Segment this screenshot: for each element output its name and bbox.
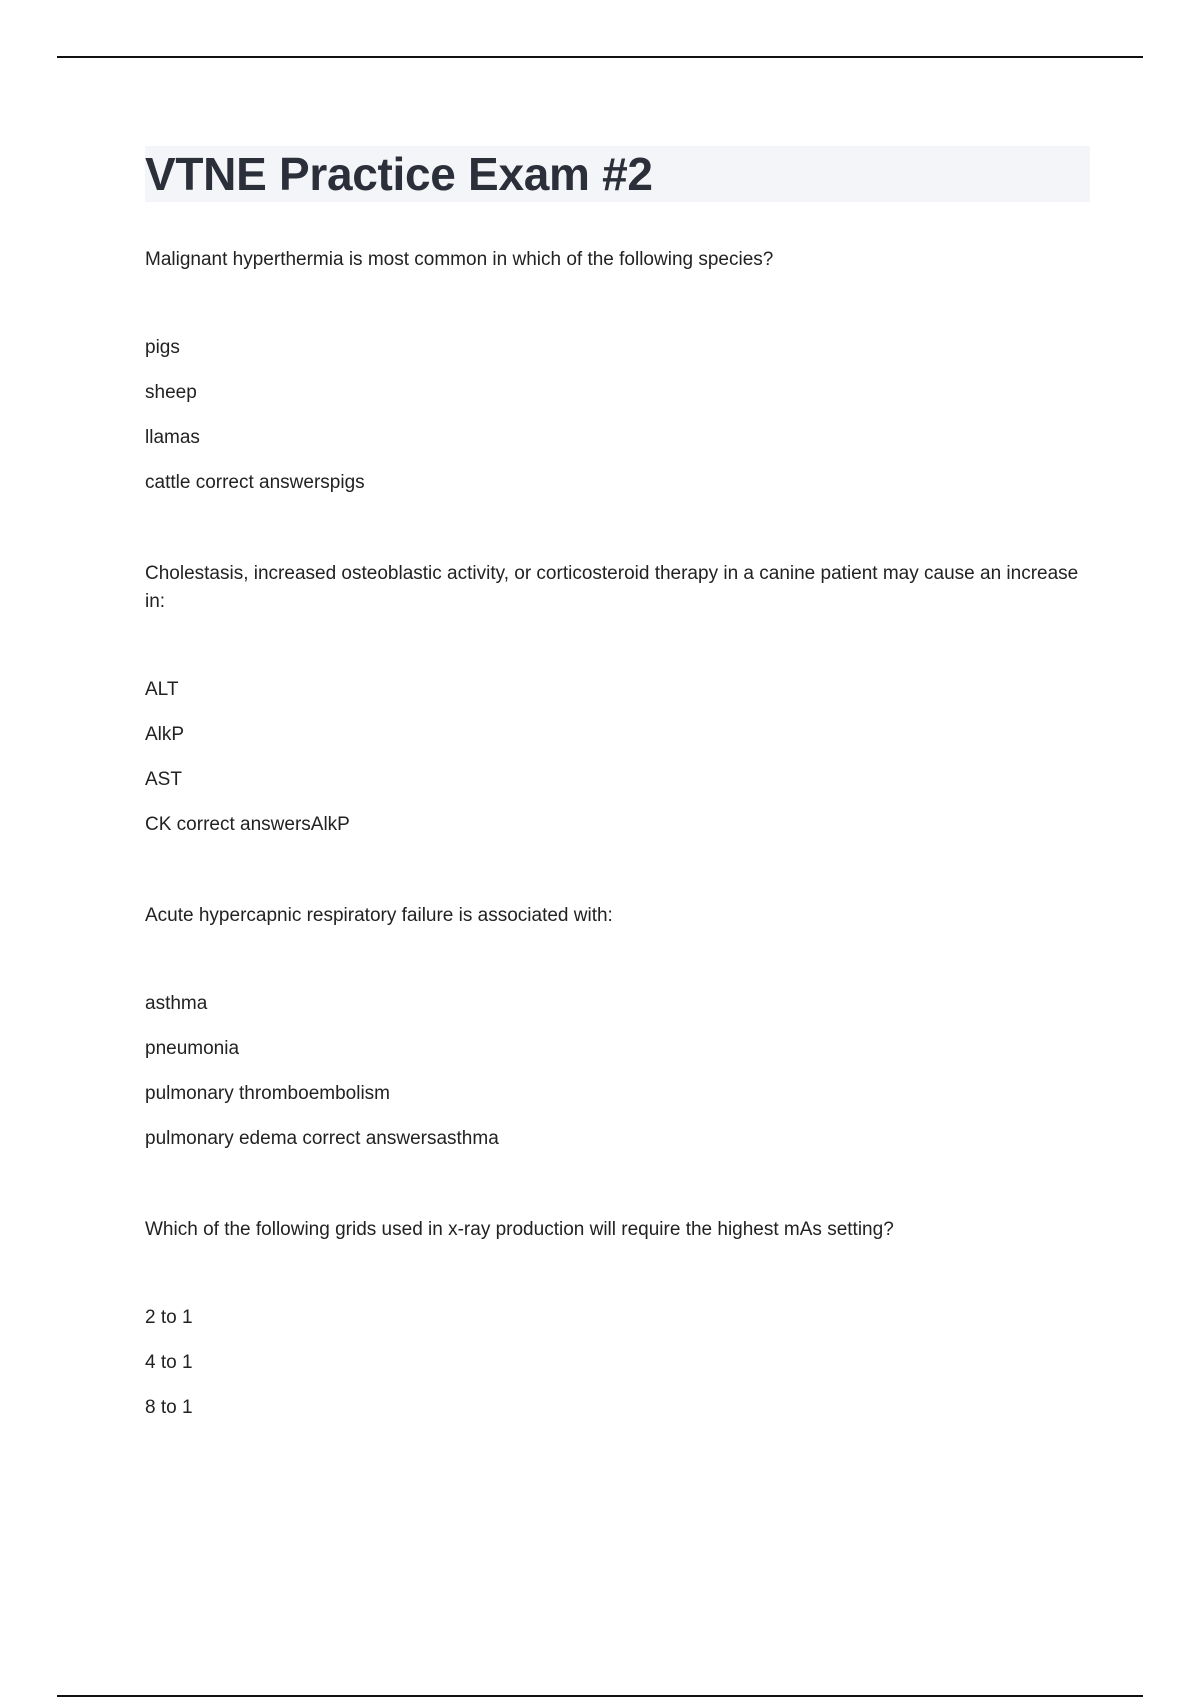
answer-options (145, 334, 1090, 497)
answer-option-with-correct-answer: CK correct answersAlkP (145, 814, 350, 835)
question-text: Cholestasis, increased osteoblastic activity, or corticosteroid therapy in a canine patient may cause an increase in: (145, 563, 1079, 612)
question-2 (145, 560, 1090, 839)
answer-option: AST (145, 769, 182, 790)
header-rule (57, 56, 1143, 58)
title-band (145, 146, 1090, 202)
answer-option: asthma (145, 993, 208, 1014)
answer-option: 4 to 1 (145, 1352, 193, 1373)
answer-options (145, 1304, 1090, 1422)
answer-option: pneumonia (145, 1038, 240, 1059)
answer-option: 2 to 1 (145, 1307, 193, 1328)
answer-option: sheep (145, 382, 197, 403)
question-text: Acute hypercapnic respiratory failure is associated with: (145, 905, 613, 926)
question-text: Malignant hyperthermia is most common in which of the following species? (145, 249, 774, 270)
answer-option: llamas (145, 427, 200, 448)
answer-option: ALT (145, 679, 179, 700)
document-content (145, 146, 1090, 1439)
answer-option: pulmonary thromboembolism (145, 1083, 390, 1104)
answer-options (145, 990, 1090, 1153)
question-text: Which of the following grids used in x-ray production will require the highest mAs setting? (145, 1219, 894, 1240)
answer-option: 8 to 1 (145, 1397, 193, 1418)
footer-rule (57, 1695, 1143, 1697)
answer-option: AlkP (145, 724, 185, 745)
question-4 (145, 1216, 1090, 1422)
answer-options (145, 676, 1090, 839)
document-title: VTNE Practice Exam #2 (145, 148, 653, 200)
question-1 (145, 246, 1090, 497)
question-3 (145, 902, 1090, 1153)
answer-option-with-correct-answer: pulmonary edema correct answersasthma (145, 1128, 499, 1149)
answer-option: pigs (145, 337, 180, 358)
answer-option-with-correct-answer: cattle correct answerspigs (145, 472, 365, 493)
